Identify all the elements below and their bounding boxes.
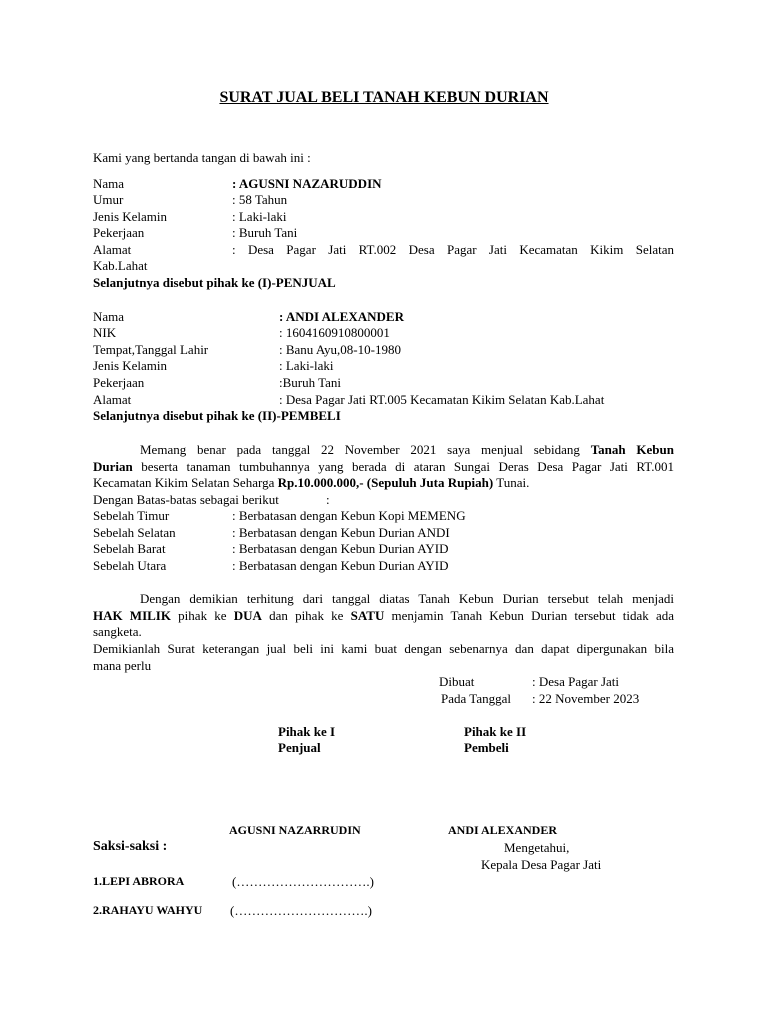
border-west-label: Sebelah Barat xyxy=(93,541,166,556)
ownership-line3: sangketa. xyxy=(93,624,142,639)
witnesses-heading: Saksi-saksi : xyxy=(93,839,168,854)
buyer-birth-value: : Banu Ayu,08-10-1980 xyxy=(279,342,401,357)
acknowledge-line2: Kepala Desa Pagar Jati xyxy=(481,857,602,872)
seller-job-value: : Buruh Tani xyxy=(232,225,298,240)
borders-heading: Dengan Batas-batas sebagai berikut xyxy=(93,492,279,507)
seller-role: Selanjutnya disebut pihak ke (I)-PENJUAL xyxy=(93,275,336,290)
buyer-address-label: Alamat xyxy=(93,392,132,407)
seller-address-line2: Kab.Lahat xyxy=(93,258,148,273)
buyer-birth-label: Tempat,Tanggal Lahir xyxy=(93,342,209,357)
seller-address-line1: : Desa Pagar Jati RT.002 Desa Pagar Jati Kecamatan Kikim Selatan xyxy=(232,242,674,257)
ownership-satu: SATU xyxy=(350,608,385,623)
witness-1-name: 1.LEPI ABRORA xyxy=(93,874,185,888)
border-north-label: Sebelah Utara xyxy=(93,558,167,573)
buyer-job-value: :Buruh Tani xyxy=(279,375,342,390)
intro-text: Kami yang bertanda tangan di bawah ini : xyxy=(93,150,311,165)
sale-text-3: Kecamatan Kikim Selatan Seharga xyxy=(93,475,278,490)
buyer-nik-label: NIK xyxy=(93,325,117,340)
party2-role: Pembeli xyxy=(464,740,509,755)
ownership-line1: Dengan demikian terhitung dari tanggal diatas Tanah Kebun Durian tersebut telah menjadi xyxy=(140,591,674,606)
seller-job-label: Pekerjaan xyxy=(93,225,145,240)
sale-object-bold-2: Durian xyxy=(93,459,133,474)
ownership-line2 xyxy=(93,607,674,624)
ownership-text-3: menjamin Tanah Kebun Durian tersebut tidak ada xyxy=(384,608,674,623)
buyer-address-value: : Desa Pagar Jati RT.005 Kecamatan Kikim Selatan Kab.Lahat xyxy=(279,392,605,407)
buyer-job-label: Pekerjaan xyxy=(93,375,145,390)
buyer-gender-value: : Laki-laki xyxy=(279,358,334,373)
seller-age-value: : 58 Tahun xyxy=(232,192,288,207)
date-label: Pada Tanggal xyxy=(441,691,511,706)
seller-gender-label: Jenis Kelamin xyxy=(93,209,168,224)
sale-text-1: Memang benar pada tanggal 22 November 2021 saya menjual sebidang xyxy=(140,442,591,457)
seller-age-label: Umur xyxy=(93,192,124,207)
buyer-name-label: Nama xyxy=(93,309,125,324)
closing-line1: Demikianlah Surat keterangan jual beli ini kami buat dengan sebenarnya dan dapat dipergunakan bila xyxy=(93,641,674,656)
sale-statement-line1 xyxy=(140,441,674,458)
seller-address-label: Alamat xyxy=(93,242,132,257)
sale-text-4: Tunai. xyxy=(493,475,530,490)
party2-name: ANDI ALEXANDER xyxy=(448,823,558,837)
border-north-value: : Berbatasan dengan Kebun Durian AYID xyxy=(232,558,449,573)
buyer-nik-value: : 1604160910800001 xyxy=(279,325,390,340)
borders-heading-colon: : xyxy=(326,492,330,507)
buyer-gender-label: Jenis Kelamin xyxy=(93,358,168,373)
border-south-label: Sebelah Selatan xyxy=(93,525,176,540)
sale-statement-line2 xyxy=(93,458,674,475)
witness-2-name: 2.RAHAYU WAHYU xyxy=(93,903,203,917)
made-value: : Desa Pagar Jati xyxy=(532,674,620,689)
border-east-label: Sebelah Timur xyxy=(93,508,170,523)
witness-1-signature-line: (………………………….) xyxy=(232,874,374,889)
ownership-dua: DUA xyxy=(233,608,262,623)
closing-line2: mana perlu xyxy=(93,658,152,673)
sale-statement-line3 xyxy=(93,474,529,491)
date-value: : 22 November 2023 xyxy=(532,691,640,706)
ownership-text-2: dan pihak ke xyxy=(261,608,351,623)
acknowledge-line1: Mengetahui, xyxy=(504,840,570,855)
party2-title: Pihak ke II xyxy=(464,724,527,739)
border-east-value: : Berbatasan dengan Kebun Kopi MEMENG xyxy=(232,508,466,523)
border-south-value: : Berbatasan dengan Kebun Durian ANDI xyxy=(232,525,450,540)
witness-2-signature-line: (………………………….) xyxy=(230,903,372,918)
party1-role: Penjual xyxy=(278,740,321,755)
seller-gender-value: : Laki-laki xyxy=(232,209,287,224)
buyer-name-value: : ANDI ALEXANDER xyxy=(279,309,404,324)
made-label: Dibuat xyxy=(439,674,475,689)
sale-price: Rp.10.000.000,- (Sepuluh Juta Rupiah) xyxy=(277,475,494,490)
document-title: SURAT JUAL BELI TANAH KEBUN DURIAN xyxy=(219,89,549,106)
border-west-value: : Berbatasan dengan Kebun Durian AYID xyxy=(232,541,449,556)
sale-object-bold: Tanah Kebun xyxy=(590,442,674,457)
party1-title: Pihak ke I xyxy=(278,724,336,739)
seller-name-label: Nama xyxy=(93,176,125,191)
sale-text-2: beserta tanaman tumbuhannya yang berada di ataran Sungai Deras Desa Pagar Jati RT.001 xyxy=(132,459,674,474)
seller-name-value: : AGUSNI NAZARUDDIN xyxy=(232,176,382,191)
buyer-role: Selanjutnya disebut pihak ke (II)-PEMBELI xyxy=(93,408,341,423)
ownership-hak-milik: HAK MILIK xyxy=(93,608,171,623)
party1-name: AGUSNI NAZARRUDIN xyxy=(229,823,361,837)
ownership-text-1: pihak ke xyxy=(170,608,234,623)
